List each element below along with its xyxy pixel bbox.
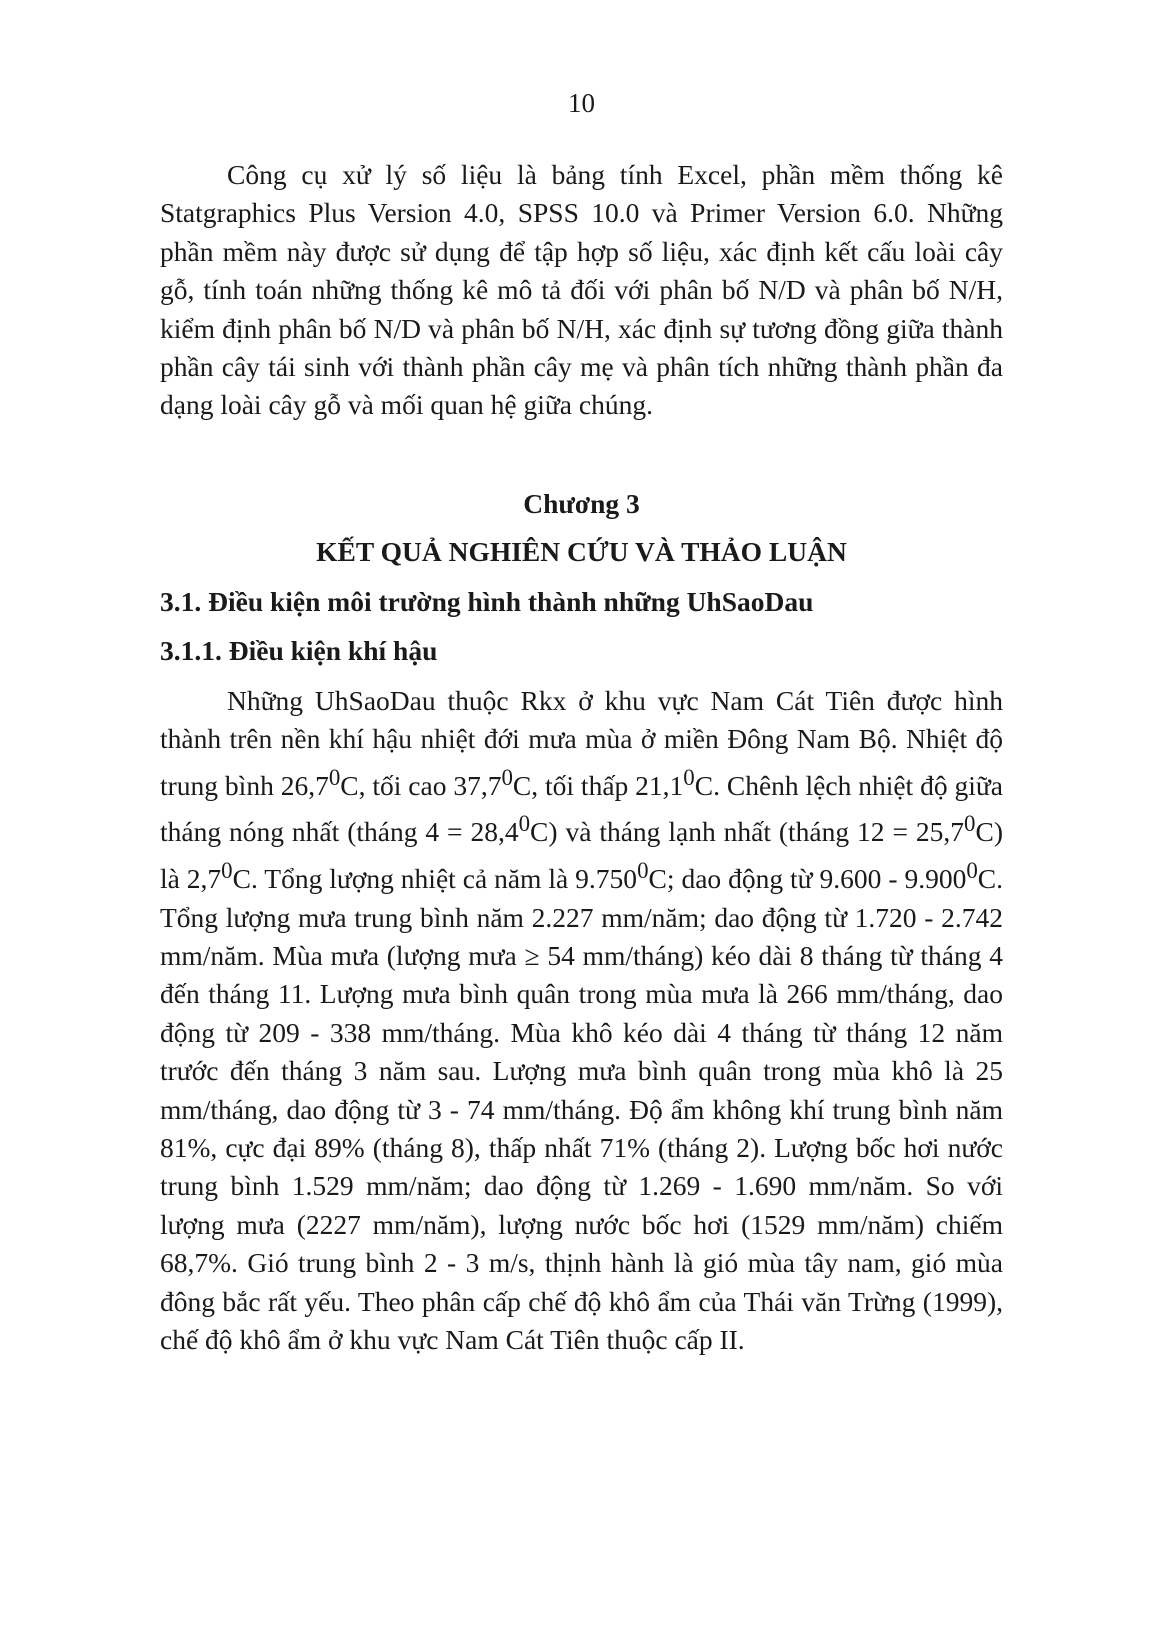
- climate-text-9: C. Tổng lượng mưa trung bình năm 2.227 mm/năm; dao động từ 1.720 - 2.742 mm/năm. Mùa mưa (lượng mưa ≥ 54 mm/tháng) kéo dài 8 tháng từ tháng 4 đến tháng 11. Lượng mưa bình quân trong mùa mưa là 266 mm/tháng, dao động từ 209 - 338 mm/tháng. Mùa khô kéo dài 4 tháng từ tháng 12 năm trước đến tháng 3 năm sau. Lượng mưa bình quân trong mùa khô là 25 mm/tháng, dao động từ 3 - 74 mm/tháng. Độ ẩm không khí trung bình năm 81%, cực đại 89% (tháng 8), thấp nhất 71% (tháng 2). Lượng bốc hơi nước trung bình 1.529 mm/năm; dao động từ 1.269 - 1.690 mm/năm. So với lượng mưa (2227 mm/năm), lượng nước bốc hơi (1529 mm/năm) chiếm 68,7%. Gió trung bình 2 - 3 m/s, thịnh hành là gió mùa tây nam, gió mùa đông bắc rất yếu. Theo phân cấp chế độ khô ẩm của Thái văn Trừng (1999), chế độ khô ẩm ở khu vực Nam Cát Tiên thuộc cấp II.: [160, 863, 1003, 1355]
- degree-sup: 0: [637, 857, 649, 883]
- degree-sup: 0: [518, 811, 531, 837]
- climate-text-3: C, tối thấp 21,1: [512, 769, 684, 801]
- chapter-label: Chương 3: [523, 488, 640, 519]
- degree-sup: 0: [501, 764, 513, 790]
- degree-sup: 0: [683, 764, 695, 790]
- climate-text-5: C) và tháng lạnh nhất (tháng 12 = 25,7: [530, 816, 965, 848]
- paragraph-data-tools: Công cụ xử lý số liệu là bảng tính Excel, phần mềm thống kê Statgraphics Plus Version 4.0, SPSS 10.0 và Primer Version 6.0. Những phần mềm này được sử dụng để tập hợp số liệu, xác định kết cấu loài cây gỗ, tính toán những thống kê mô tả đối với phân bố N/D và phân bố N/H, kiểm định phân bố N/D và phân bố N/H, xác định sự tương đồng giữa thành phần cây tái sinh với thành phần cây mẹ và phân tích những thành phần đa dạng loài cây gỗ và mối quan hệ giữa chúng.: [160, 159, 1003, 421]
- degree-sup: 0: [966, 857, 978, 883]
- paragraph-climate: [160, 682, 1003, 1359]
- climate-text-7: C. Tổng lượng nhiệt cả năm là 9.750: [232, 863, 638, 895]
- climate-text-8: C; dao động từ 9.600 - 9.900: [648, 863, 967, 895]
- climate-text-1: Những UhSaoDau thuộc Rkx ở khu vực Nam Cát Tiên được hình thành trên nền khí hậu nhiệt đới mưa mùa ở miền Đông Nam Bộ. Nhiệt độ trung bình 26,7: [160, 685, 1003, 801]
- climate-text-4: C. Chênh lệch nhiệt độ giữa tháng nóng nhất (tháng 4 = 28,4: [160, 769, 1003, 848]
- page-number: 10: [568, 88, 595, 118]
- climate-text-2: C, tối cao 37,7: [340, 769, 502, 801]
- chapter-title: KẾT QUẢ NGHIÊN CỨU VÀ THẢO LUẬN: [316, 536, 847, 567]
- degree-sup: 0: [328, 764, 341, 790]
- section-heading-3-1: 3.1. Điều kiện môi trường hình thành những UhSaoDau: [160, 586, 814, 617]
- climate-text-6: C) là 2,7: [160, 816, 1003, 895]
- section-heading-3-1-1: 3.1.1. Điều kiện khí hậu: [160, 635, 438, 666]
- degree-sup: 0: [221, 857, 233, 883]
- degree-sup: 0: [964, 811, 976, 837]
